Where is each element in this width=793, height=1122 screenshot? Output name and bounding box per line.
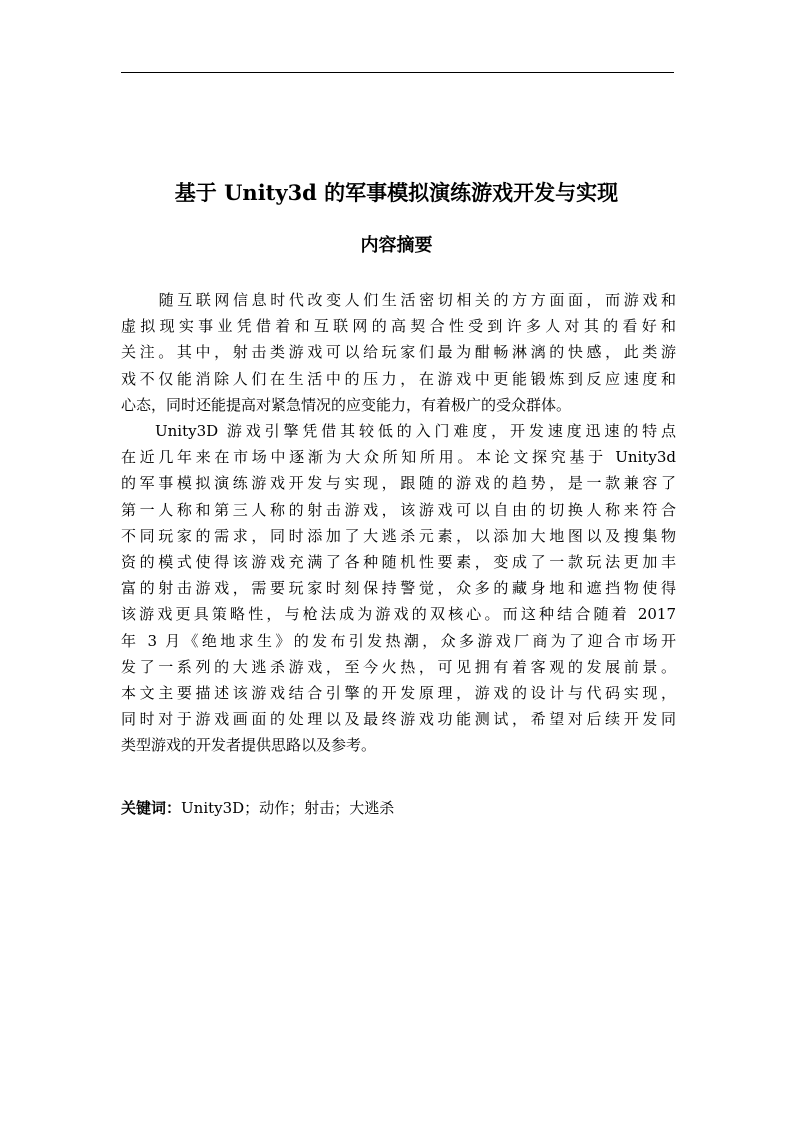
abstract-paragraph-1 bbox=[121, 287, 676, 418]
keywords-value: Unity3D；动作；射击；大逃杀 bbox=[181, 799, 395, 817]
paper-title: 基于 Unity3d 的军事模拟演练游戏开发与实现 bbox=[174, 180, 619, 205]
text-line: 第一人称和第三人称的射击游戏，该游戏可以自由的切换人称来符合 bbox=[121, 500, 676, 519]
text-line: 戏不仅能消除人们在生活中的压力，在游戏中更能锻炼到反应速度和 bbox=[121, 369, 676, 388]
abstract-heading: 内容摘要 bbox=[360, 235, 433, 256]
keywords-label: 关键词： bbox=[121, 799, 182, 817]
text-line: 关注。其中，射击类游戏可以给玩家们最为酣畅淋漓的快感，此类游 bbox=[121, 343, 676, 362]
abstract-paragraph-2 bbox=[121, 418, 676, 759]
abstract-body bbox=[121, 287, 676, 759]
text-line: 不同玩家的需求，同时添加了大逃杀元素，以添加大地图以及搜集物 bbox=[121, 526, 676, 545]
text-line: 资的模式使得该游戏充满了各种随机性要素，变成了一款玩法更加丰 bbox=[121, 553, 676, 572]
text-line: 年 3 月《绝地求生》的发布引发热潮，众多游戏厂商为了迎合市场开 bbox=[121, 631, 676, 650]
text-line: 的军事模拟演练游戏开发与实现，跟随的游戏的趋势，是一款兼容了 bbox=[121, 474, 676, 493]
text-line: 在近几年来在市场中逐渐为大众所知所用。本论文探究基于 Unity3d bbox=[121, 448, 676, 467]
text-line: 该游戏更具策略性，与枪法成为游戏的双核心。而这种结合随着 2017 bbox=[121, 605, 676, 624]
text-line: 同时对于游戏画面的处理以及最终游戏功能测试，希望对后续开发同 bbox=[121, 710, 676, 729]
text-line: 富的射击游戏，需要玩家时刻保持警觉，众多的藏身地和遮挡物使得 bbox=[121, 579, 676, 598]
text-line: 发了一系列的大逃杀游戏，至今火热，可见拥有着客观的发展前景。 bbox=[121, 657, 676, 676]
text-line: 本文主要描述该游戏结合引擎的开发原理，游戏的设计与代码实现， bbox=[121, 684, 676, 703]
keywords bbox=[121, 795, 676, 821]
text-line: Unity3D 游戏引擎凭借其较低的入门难度，开发速度迅速的特点 bbox=[155, 422, 676, 441]
text-line: 类型游戏的开发者提供思路以及参考。 bbox=[121, 736, 377, 755]
text-line: 虚拟现实事业凭借着和互联网的高契合性受到许多人对其的看好和 bbox=[121, 317, 676, 336]
text-line: 心态，同时还能提高对紧急情况的应变能力，有着极广的受众群体。 bbox=[121, 395, 572, 414]
text-line: 随互联网信息时代改变人们生活密切相关的方方面面，而游戏和 bbox=[155, 291, 676, 309]
header-rule bbox=[121, 72, 674, 73]
